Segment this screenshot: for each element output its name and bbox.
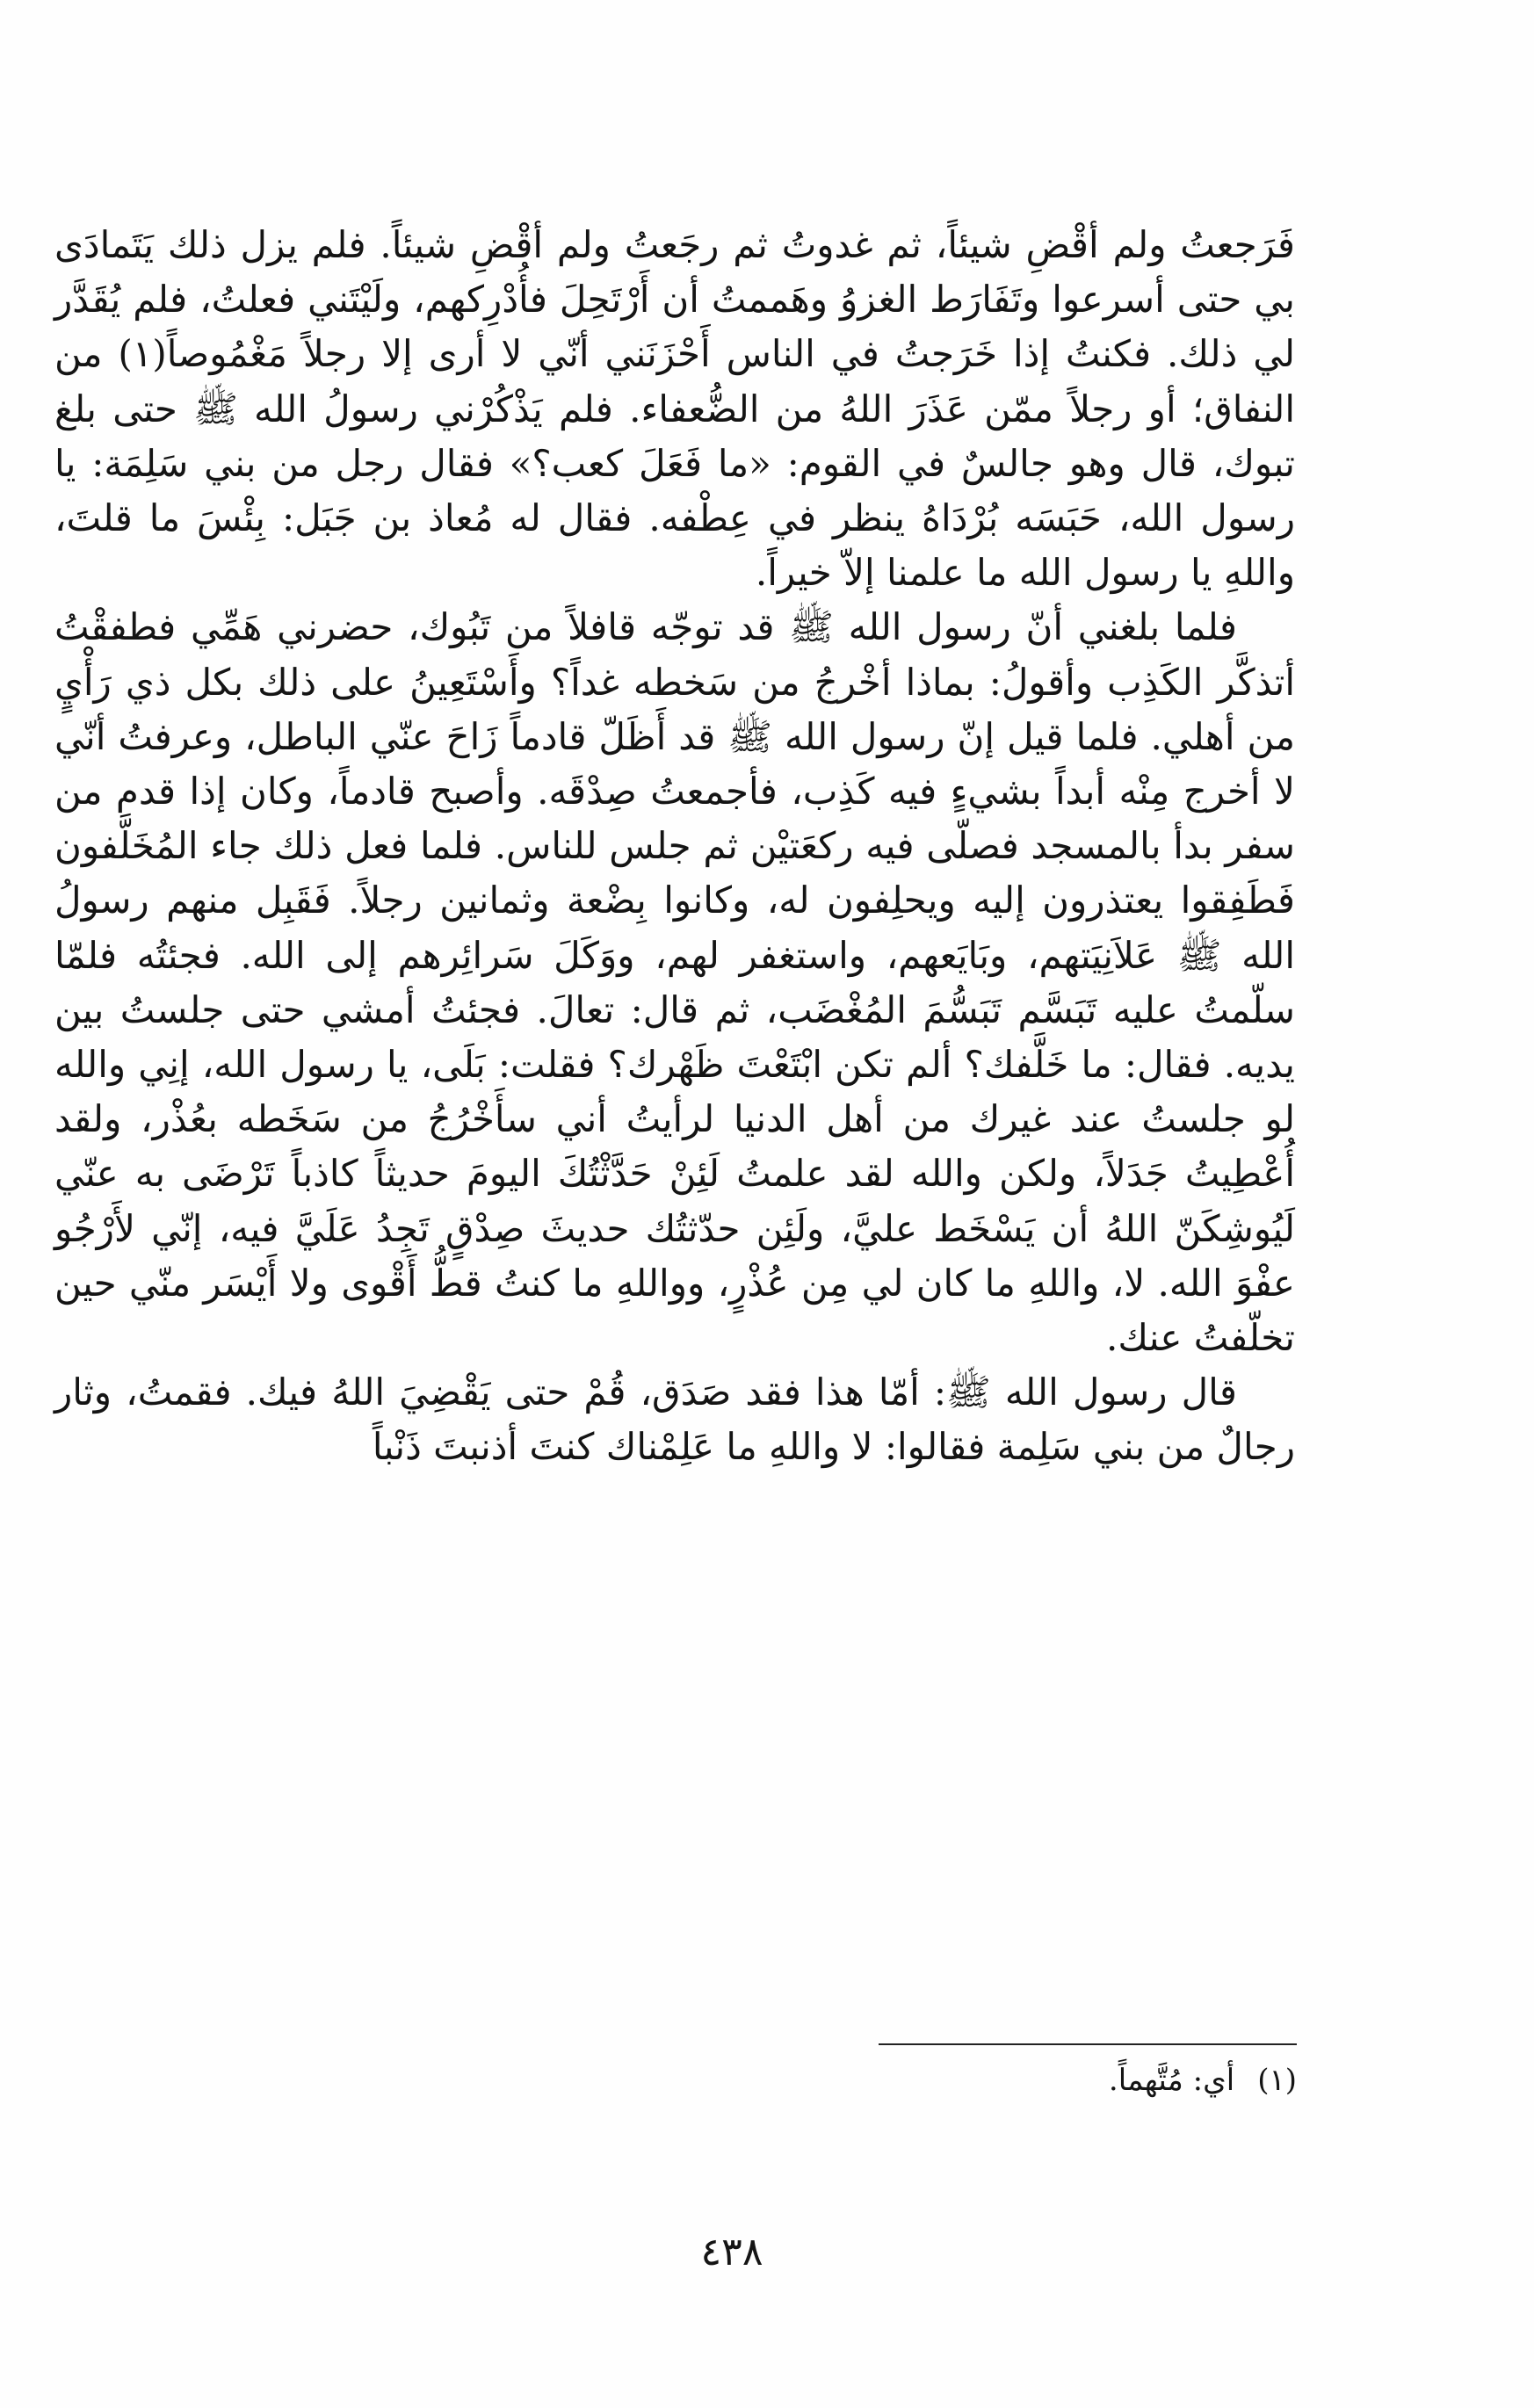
footnote-divider bbox=[879, 2043, 1297, 2045]
main-text bbox=[54, 218, 1295, 1475]
paragraph-1: فَرَجعتُ ولم أقْضِ شيئاً، ثم غدوتُ ثم رجَعتُ ولم أقْضِ شيئاً. فلم يزل ذلك يَتَمادَى بي حتى أسرعوا وتَفَارَط الغزوُ وهَممتُ أن أَرْتَحِلَ فأُدْرِكهم، ولَيْتَني فعلتُ، فلم يُقَدَّر لي ذلك. فكنتُ إذا خَرَجتُ في الناس أَحْزَنَني أنّي لا أرى إلا رجلاً مَغْمُوصاً(١) من النفاق؛ أو رجلاً ممّن عَذَرَ اللهُ من الضُّعفاء. فلم يَذْكُرْني رسولُ الله ﷺ حتى بلغ تبوك، قال وهو جالسٌ في القوم: «ما فَعَلَ كعب؟» فقال رجل من بني سَلِمَة: يا رسول الله، حَبَسَه بُرْدَاهُ ينظر في عِطْفه. فقال له مُعاذ بن جَبَل: بِئْسَ ما قلتَ، واللهِ يا رسول الله ما علمنا إلاّ خيراً. bbox=[54, 223, 1295, 595]
paragraph-3: قال رسول الله ﷺ: أمّا هذا فقد صَدَق، قُمْ حتى يَقْضِيَ اللهُ فيك. فقمتُ، وثار رجالٌ من بني سَلِمة فقالوا: لا واللهِ ما عَلِمْناك كنتَ أذنبتَ ذَنْباً bbox=[54, 1370, 1295, 1469]
paragraph-2: فلما بلغني أنّ رسول الله ﷺ قد توجّه قافلاً من تَبُوك، حضرني هَمِّي فطفقْتُ أتذكَّر الكَذِب وأقولُ: بماذا أخْرجُ من سَخطه غداً؟ وأَسْتَعِينُ على ذلك بكل ذي رَأْيٍ من أهلي. فلما قيل إنّ رسول الله ﷺ قد أَظَلّ قادماً زَاحَ عنّي الباطل، وعرفتُ أنّي لا أخرج مِنْه أبداً بشيءٍ فيه كَذِب، فأجمعتُ صِدْقَه. وأصبح قادماً، وكان إذا قدم من سفر بدأ بالمسجد فصلّى فيه ركعَتيْن ثم جلس للناس. فلما فعل ذلك جاء المُخَلَّفون فَطَفِقوا يعتذرون إليه ويحلِفون له، وكانوا بِضْعة وثمانين رجلاً. فَقَبِل منهم رسولُ الله ﷺ عَلاَنِيَتهم، وبَايَعهم، واستغفر لهم، ووَكَلَ سَرائِرهم إلى الله. فجئتُه فلمّا سلّمتُ عليه تَبَسَّم تَبَسُّمَ المُغْضَب، ثم قال: تعالَ. فجئتُ أمشي حتى جلستُ بين يديه. فقال: ما خَلَّفك؟ ألم تكن ابْتَعْتَ ظَهْرك؟ فقلت: بَلَى، يا رسول الله، إنِي والله لو جلستُ عند غيرك من أهل الدنيا لرأيتُ أني سأَخْرُجُ من سَخَطه بعُذْر، ولقد أُعْطِيتُ جَدَلاً، ولكن والله لقد علمتُ لَئِنْ حَدَّثْتُكَ اليومَ حديثاً كاذباً تَرْضَى به عنّي لَيُوشِكَنّ اللهُ أن يَسْخَط عليَّ، ولَئِن حدّثتُك حديثَ صِدْقٍ تَجِدُ عَلَيَّ فيه، إنّي لأَرْجُو عفْوَ الله. لا، واللهِ ما كان لي مِن عُذْرٍ، وواللهِ ما كنتُ قطُّ أَقْوى ولا أَيْسَر منّي حين تخلّفتُ عنك. bbox=[54, 605, 1295, 1360]
footnote-marker: (١) bbox=[1257, 2063, 1297, 2098]
footnote bbox=[770, 2059, 1297, 2101]
footnote-text: أي: مُتَّهماً. bbox=[1108, 2063, 1235, 2098]
page-number: ٤٣٨ bbox=[700, 2230, 763, 2274]
